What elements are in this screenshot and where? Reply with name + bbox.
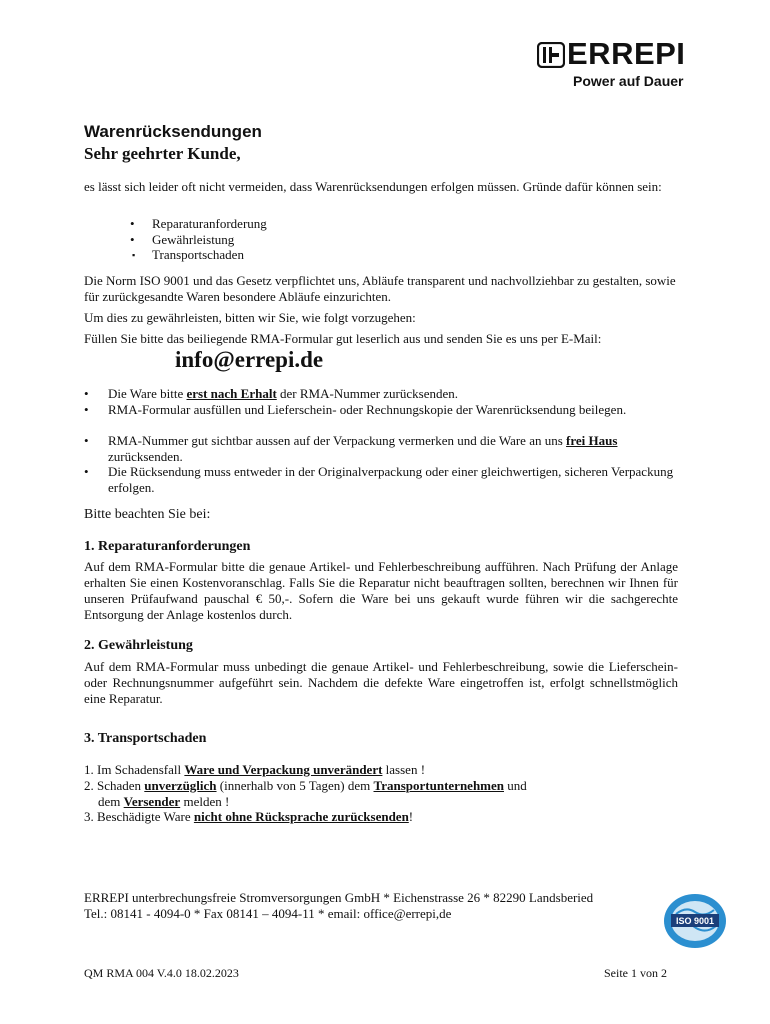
transport-item-1: 1. Im Schadensfall Ware und Verpackung unverändert lassen ! [84, 762, 426, 777]
step-text: Die Ware bitte erst nach Erhalt der RMA-Nummer zurücksenden. [108, 386, 459, 401]
step-text: RMA-Formular ausfüllen und Lieferschein- oder Rechnungskopie der Warenrücksendung beilegen. [108, 402, 627, 417]
step-text: Die Rücksendung muss entweder in der Originalverpackung oder einer gleichwertigen, sicheren Verpackung erfolgen. [108, 464, 674, 495]
iso-label: ISO 9001 [675, 916, 715, 926]
bullet-icon: ▪ [132, 250, 136, 260]
iso-badge-icon [662, 892, 728, 950]
intro-text: es lässt sich leider oft nicht vermeiden, dass Warenrücksendungen erfolgen müssen. Gründe dafür können sein: [84, 179, 662, 194]
ensure-text: Um dies zu gewährleisten, bitten wir Sie, wie folgt vorzugehen: [84, 310, 416, 325]
page-number: Seite 1 von 2 [604, 966, 667, 980]
bullet-icon: • [84, 402, 89, 417]
bullet-icon: • [84, 386, 89, 401]
transport-item-3: 3. Beschädigte Ware nicht ohne Rücksprache zurücksenden! [84, 809, 414, 824]
reason-label: Transportschaden [152, 247, 244, 262]
fill-text: Füllen Sie bitte das beiliegende RMA-Formular gut leserlich aus und senden Sie es uns per E-Mail: [84, 331, 602, 346]
reason-label: Reparaturanforderung [152, 216, 267, 231]
transport-item-2: 2. Schaden unverzüglich (innerhalb von 5 Tagen) dem Transportunternehmen und [84, 778, 527, 793]
salutation: Sehr geehrter Kunde, [84, 144, 241, 163]
transport-item-2-cont: dem Versender melden ! [98, 794, 230, 809]
brand-name: ERREPI [567, 36, 686, 71]
page-title: Warenrücksendungen [84, 122, 262, 141]
section-title-warranty: 2. Gewährleistung [84, 638, 193, 653]
norm-text: Die Norm ISO 9001 und das Gesetz verpflichtet uns, Abläufe transparent und nachvollziehbar zu gestalten, sowie für zurückgesandte Waren besondere Abläufe einzurichten. [84, 273, 676, 304]
section-title-transport: 3. Transportschaden [84, 731, 207, 746]
reason-label: Gewährleistung [152, 232, 235, 247]
errepi-logo [537, 36, 709, 92]
bullet-icon: • [84, 433, 89, 448]
section-text-repair: Auf dem RMA-Formular bitte die genaue Artikel- und Fehlerbeschreibung aufführen. Nach Prüfung der Anlage erhalten Sie einen Kostenvoranschlag. Falls Sie die Reparatur nicht beauftragen sollten, berechnen wir Ihnen für unseren Prüfaufwand pauschal € 50,-. Sofern die Ware bei uns gekauft wurde führen wir die sachgerechte Entsorgung der Anlage kostenlos durch. [84, 559, 678, 622]
footer-contact: Tel.: 08141 - 4094-0 * Fax 08141 – 4094-11 * email: office@errepi,de [84, 906, 452, 921]
bullet-icon: • [84, 464, 89, 479]
doc-version: QM RMA 004 V.4.0 18.02.2023 [84, 966, 239, 980]
bullet-icon: • [130, 232, 135, 247]
brand-tagline: Power auf Dauer [573, 73, 684, 89]
step-text: RMA-Nummer gut sichtbar aussen auf der Verpackung vermerken und die Ware an uns frei Haus zurücksenden. [108, 433, 618, 464]
errepi-logo-icon [537, 42, 565, 68]
contact-email[interactable]: info@errepi.de [175, 347, 324, 372]
section-title-repair: 1. Reparaturanforderungen [84, 539, 251, 554]
footer-company: ERREPI unterbrechungsfreie Stromversorgungen GmbH * Eichenstrasse 26 * 82290 Landsberied [84, 890, 594, 905]
note-intro: Bitte beachten Sie bei: [84, 507, 211, 522]
section-text-warranty: Auf dem RMA-Formular muss unbedingt die genaue Artikel- und Fehlerbeschreibung, sowie die Lieferschein- oder Rechnungsnummer aufgeführt sein. Nachdem die defekte Ware eingetroffen ist, erfolgt schnellstmöglich eine Reparatur. [84, 659, 678, 706]
bullet-icon: • [130, 216, 135, 231]
